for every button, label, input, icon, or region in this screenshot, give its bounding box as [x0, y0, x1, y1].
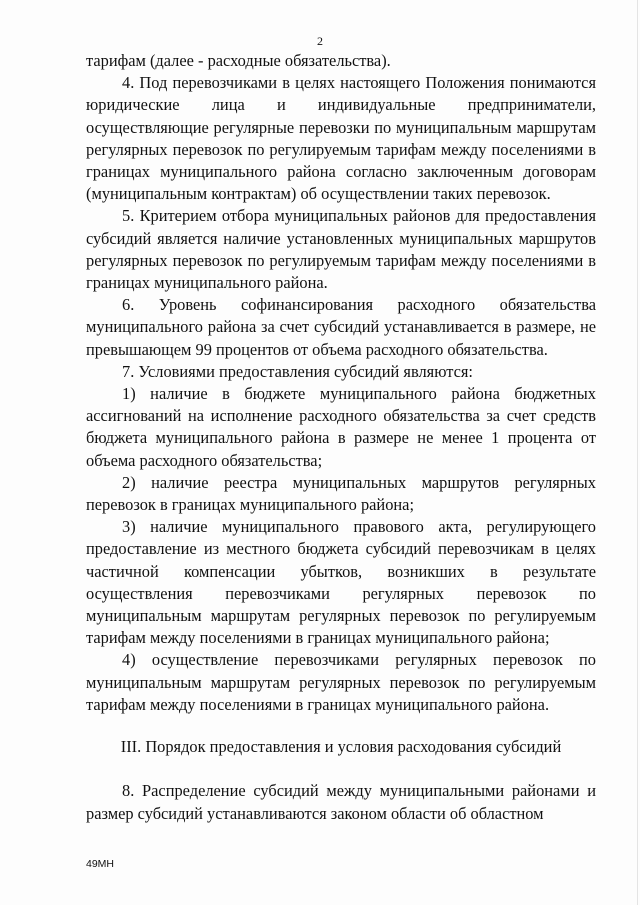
scan-edge-line — [637, 0, 638, 905]
condition-3: 3) наличие муниципального правового акта, регулирующего предоставление из местного бюджета субсидий перевозчикам в целях частичной компенсации убытков, возникших в результате осуществления перевозчиками регулярных перевозок по муниципальным маршрутам регулярных перевозок по регулируемым тарифам между поселениями в границах муниципального района; — [86, 517, 596, 648]
document-body — [86, 50, 596, 825]
document-code: 49МН — [86, 858, 115, 870]
paragraph-continuation: тарифам (далее - расходные обязательства). — [86, 51, 391, 70]
condition-2: 2) наличие реестра муниципальных маршрутов регулярных перевозок в границах муниципального района; — [86, 472, 596, 515]
paragraph-4: 4. Под перевозчиками в целях настоящего Положения понимаются юридические лица и индивидуальные предприниматели, осуществляющие регулярные перевозки по муниципальным маршрутам регулярных перевозок по регулируемым тарифам между поселениями в границах муниципального района согласно заключенным договорам (муниципальным контрактам) об осуществлении таких перевозок. — [86, 73, 596, 204]
paragraph-7: 7. Условиями предоставления субсидий являются: — [122, 361, 473, 381]
paragraph-5: 5. Критерием отбора муниципальных районов для предоставления субсидий является наличие установленных муниципальных маршрутов регулярных перевозок по регулируемым тарифам между поселениями в границах муниципального района. — [86, 206, 596, 293]
condition-4: 4) осуществление перевозчиками регулярных перевозок по муниципальным маршрутам регулярных перевозок по регулируемым тарифам между поселениями в границах муниципального района. — [86, 650, 596, 714]
paragraph-8: 8. Распределение субсидий между муниципальными районами и размер субсидий устанавливаются законом области об областном — [86, 781, 596, 823]
paragraph-6: 6. Уровень софинансирования расходного обязательства муниципального района за счет субсидий устанавливается в размере, не превышающем 99 процентов от объема расходного обязательства. — [86, 295, 596, 359]
section-heading: III. Порядок предоставления и условия расходования субсидий — [120, 737, 562, 757]
condition-1: 1) наличие в бюджете муниципального района бюджетных ассигнований на исполнение расходного обязательства за счет средств бюджета муниципального района в размере не менее 1 процента от объема расходного обязательства; — [86, 384, 596, 470]
page-number: 2 — [317, 34, 323, 48]
